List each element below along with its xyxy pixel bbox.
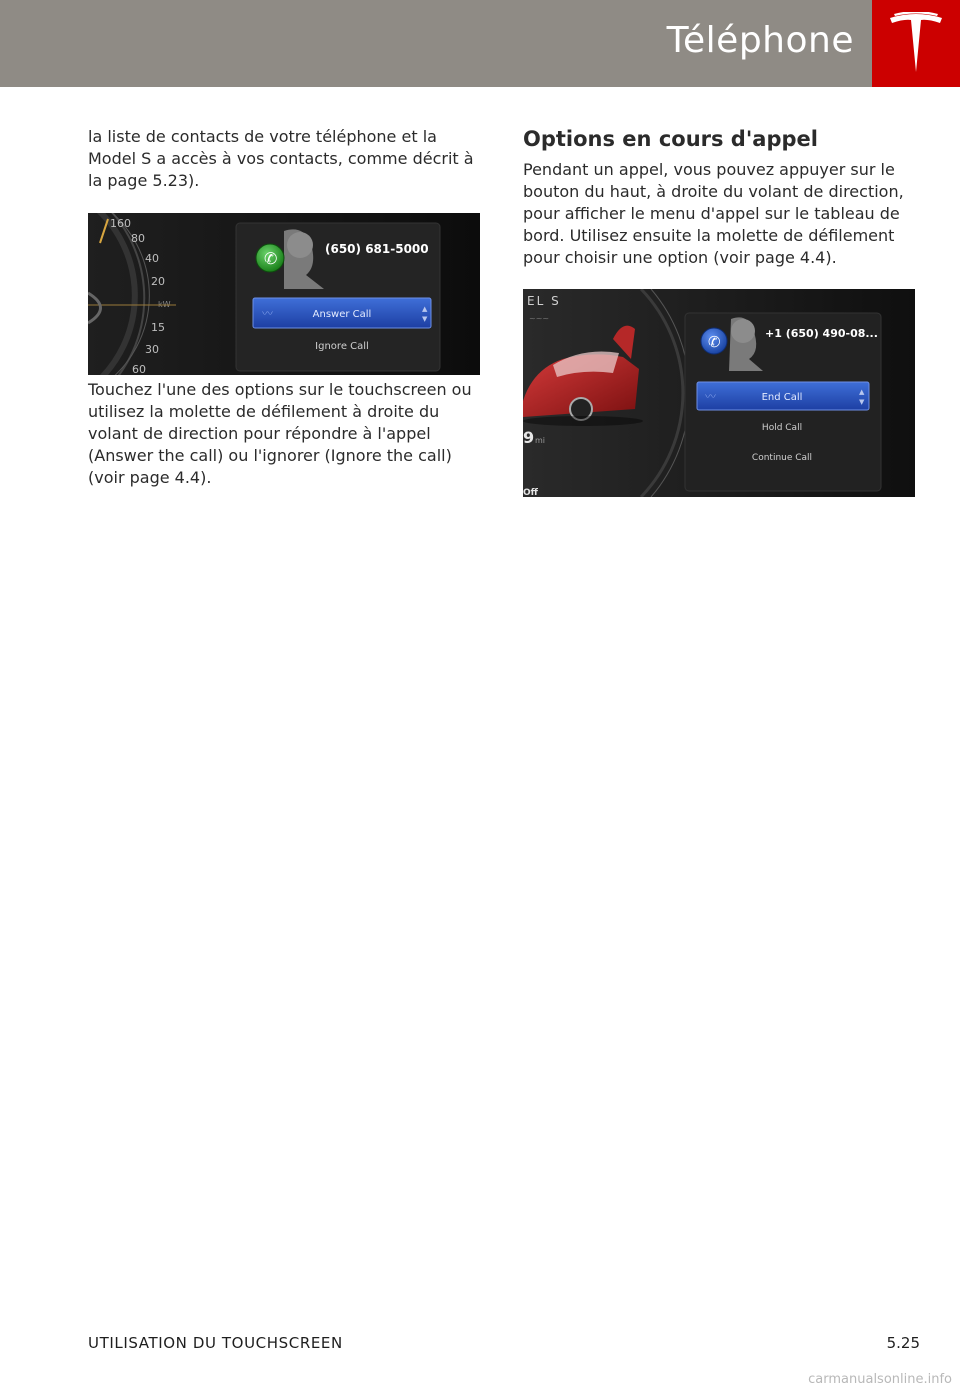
incoming-call-display — [88, 213, 480, 375]
gauge-label: EL S — [527, 294, 561, 308]
gauge-label: Off — [523, 488, 538, 497]
svg-text:▲: ▲ — [859, 388, 865, 396]
svg-text:〰: 〰 — [705, 390, 716, 403]
section-heading: Options en cours d'appel — [523, 127, 818, 151]
page-number: 5.25 — [886, 1334, 920, 1352]
gauge-label: 60 — [132, 363, 146, 375]
footer-section: UTILISATION DU TOUCHSCREEN — [88, 1334, 343, 1352]
left-column — [88, 126, 480, 192]
svg-text:▼: ▼ — [859, 398, 865, 406]
body-paragraph: Touchez l'une des options sur le touchscreen ou utilisez la molette de défilement à droite du volant de direction pour répondre à l'appel (Answer the call) ou l'ignorer (Ignore the call) (voir page 4.4). — [88, 380, 472, 487]
intro-paragraph: la liste de contacts de votre téléphone et la Model S a accès à vos contacts, comme décrit à la page 5.23). — [88, 127, 474, 190]
watermark: carmanualsonline.info — [808, 1372, 952, 1387]
svg-text:~~~: ~~~ — [529, 314, 550, 323]
svg-text:✆: ✆ — [264, 249, 278, 268]
svg-text:▲: ▲ — [422, 305, 428, 313]
right-column — [523, 126, 915, 269]
continue-call-option: Continue Call — [751, 453, 813, 463]
gauge-label: 9 — [523, 428, 535, 447]
gauge-label: kW — [158, 300, 171, 309]
body-paragraph: Pendant un appel, vous pouvez appuyer sur le bouton du haut, à droite du volant de direction, pour afficher le menu d'appel sur le tableau de bord. Utilisez ensuite la molette de défilement pour choisir une option (voir page 4.4). — [523, 160, 904, 267]
gauge-label: 20 — [151, 275, 165, 288]
caller-number: (650) 681-5000 — [325, 242, 429, 256]
ignore-call-option: Ignore Call — [315, 341, 369, 352]
answer-call-option: Answer Call — [312, 309, 372, 320]
gauge-label: mi — [535, 436, 546, 445]
left-body — [88, 379, 480, 489]
in-call-display — [523, 289, 915, 497]
gauge-label: 160 — [110, 217, 131, 230]
in-call-screenshot — [523, 289, 915, 497]
gauge-label: 15 — [151, 321, 165, 334]
incoming-call-screenshot — [88, 213, 480, 375]
page-title: Téléphone — [666, 20, 854, 61]
gauge-label: 40 — [145, 252, 159, 265]
end-call-option: End Call — [761, 392, 803, 403]
tesla-logo-icon — [888, 12, 944, 74]
svg-text:✆: ✆ — [708, 333, 721, 351]
tesla-logo — [872, 0, 960, 87]
caller-number: +1 (650) 490-08... — [765, 327, 878, 340]
svg-text:▼: ▼ — [422, 315, 428, 323]
hold-call-option: Hold Call — [761, 423, 803, 433]
gauge-label: 30 — [145, 343, 159, 356]
gauge-label: 80 — [131, 232, 145, 245]
svg-text:〰: 〰 — [262, 307, 273, 320]
